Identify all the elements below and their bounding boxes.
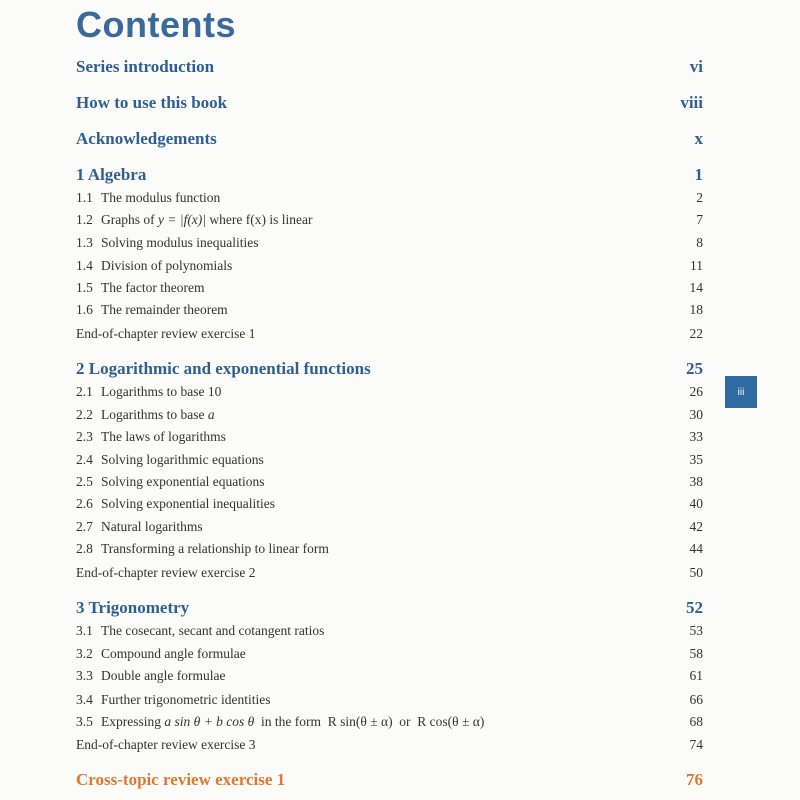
section-title: Solving exponential inequalities — [101, 496, 275, 511]
section-title: The modulus function — [101, 190, 221, 205]
section-number: 1.6 — [76, 302, 93, 317]
chapter-title: 1 Algebra — [76, 165, 147, 184]
toc-section-1-2[interactable] — [76, 212, 703, 228]
toc-entry-page: x — [694, 129, 703, 148]
review-label: End-of-chapter review exercise 2 — [76, 565, 256, 580]
section-title-math: a sin θ + b cos θ — [164, 714, 255, 729]
toc-section-3-5[interactable] — [76, 714, 703, 730]
section-page: 44 — [689, 541, 703, 556]
page-number-tab: iii — [725, 376, 757, 408]
toc-review-2[interactable] — [76, 565, 703, 581]
section-number: 1.4 — [76, 258, 93, 273]
section-title-post: in the form R sin(θ ± α) or R cos(θ ± α) — [254, 714, 485, 729]
section-title-math: y = |f(x)| — [158, 212, 207, 227]
section-number: 1.2 — [76, 212, 93, 227]
section-page: 40 — [689, 496, 703, 511]
toc-section-1-5[interactable] — [76, 280, 703, 296]
section-title: Logarithms to base 10 — [101, 384, 222, 399]
review-label: End-of-chapter review exercise 1 — [76, 326, 256, 341]
chapter-page: 1 — [694, 165, 703, 184]
section-page: 38 — [689, 474, 703, 489]
section-title: The factor theorem — [101, 280, 205, 295]
section-page: 66 — [689, 692, 703, 707]
toc-section-1-3[interactable] — [76, 235, 703, 251]
toc-section-1-6[interactable] — [76, 302, 703, 318]
toc-section-2-7[interactable] — [76, 519, 703, 535]
section-title: The laws of logarithms — [101, 429, 226, 444]
section-title: The cosecant, secant and cotangent ratios — [101, 623, 325, 638]
toc-entry-label: How to use this book — [76, 93, 228, 112]
section-title: Solving modulus inequalities — [101, 235, 259, 250]
toc-section-2-8[interactable] — [76, 541, 703, 557]
section-page: 42 — [689, 519, 703, 534]
section-title-math: a — [207, 407, 215, 422]
section-title-pre: Expressing — [101, 714, 165, 729]
section-title: Further trigonometric identities — [101, 692, 271, 707]
section-number: 2.8 — [76, 541, 93, 556]
toc-section-2-4[interactable] — [76, 452, 703, 468]
section-title: Solving exponential equations — [101, 474, 265, 489]
section-page: 18 — [689, 302, 703, 317]
section-number: 3.3 — [76, 668, 93, 683]
section-title: Compound angle formulae — [101, 646, 246, 661]
toc-section-2-2[interactable] — [76, 407, 703, 423]
section-page: 14 — [689, 280, 703, 295]
toc-section-3-4[interactable] — [76, 692, 703, 708]
section-title: Natural logarithms — [101, 519, 203, 534]
toc-section-3-1[interactable] — [76, 623, 703, 639]
toc-entry-page: vi — [689, 57, 703, 76]
chapter-title: 2 Logarithmic and exponential functions — [76, 359, 371, 378]
section-number: 2.4 — [76, 452, 93, 467]
section-title: The remainder theorem — [101, 302, 228, 317]
toc-review-3[interactable] — [76, 737, 703, 753]
section-title: Transforming a relationship to linear form — [101, 541, 329, 556]
toc-entry-series-introduction[interactable] — [76, 57, 703, 77]
review-page: 22 — [689, 326, 703, 341]
toc-entry-label: Series introduction — [76, 57, 215, 76]
section-page: 35 — [689, 452, 703, 467]
chapter-page: 25 — [686, 359, 703, 378]
section-number: 1.1 — [76, 190, 93, 205]
cross-topic-page: 76 — [686, 770, 703, 789]
review-label: End-of-chapter review exercise 3 — [76, 737, 256, 752]
section-page: 11 — [690, 258, 703, 273]
toc-entry-label: Acknowledgements — [76, 129, 217, 148]
section-page: 26 — [689, 384, 703, 399]
section-number: 2.7 — [76, 519, 93, 534]
section-number: 1.3 — [76, 235, 93, 250]
section-number: 2.6 — [76, 496, 93, 511]
review-page: 50 — [689, 565, 703, 580]
toc-entry-how-to-use[interactable] — [76, 93, 703, 113]
section-number: 2.3 — [76, 429, 93, 444]
section-number: 3.2 — [76, 646, 93, 661]
chapter-page: 52 — [686, 598, 703, 617]
section-page: 33 — [689, 429, 703, 444]
section-number: 2.5 — [76, 474, 93, 489]
section-page: 61 — [689, 668, 703, 683]
section-page: 30 — [689, 407, 703, 422]
section-number: 3.1 — [76, 623, 93, 638]
chapter-heading-1[interactable] — [76, 165, 703, 185]
section-title-post: where f(x) is linear — [206, 212, 313, 227]
toc-section-2-3[interactable] — [76, 429, 703, 445]
toc-section-2-5[interactable] — [76, 474, 703, 490]
toc-section-1-1[interactable] — [76, 190, 703, 206]
section-number: 2.2 — [76, 407, 93, 422]
toc-review-1[interactable] — [76, 326, 703, 342]
page-title: Contents — [76, 4, 236, 45]
review-page: 74 — [689, 737, 703, 752]
section-title-pre: Graphs of — [101, 212, 158, 227]
chapter-title: 3 Trigonometry — [76, 598, 190, 617]
toc-cross-topic-review-1[interactable] — [76, 770, 703, 790]
toc-section-3-3[interactable] — [76, 668, 703, 684]
toc-section-1-4[interactable] — [76, 258, 703, 274]
toc-entry-acknowledgements[interactable] — [76, 129, 703, 149]
chapter-heading-3[interactable] — [76, 598, 703, 618]
section-title: Double angle formulae — [101, 668, 226, 683]
section-page: 2 — [696, 190, 703, 205]
section-page: 53 — [689, 623, 703, 638]
section-page: 7 — [696, 212, 703, 227]
cross-topic-label: Cross-topic review exercise 1 — [76, 770, 286, 789]
section-number: 3.4 — [76, 692, 93, 707]
chapter-heading-2[interactable] — [76, 359, 703, 379]
section-page: 58 — [689, 646, 703, 661]
section-title: Solving logarithmic equations — [101, 452, 264, 467]
section-title-pre: Logarithms to base — [101, 407, 208, 422]
section-title: Division of polynomials — [101, 258, 233, 273]
toc-entry-page: viii — [680, 93, 703, 112]
section-page: 68 — [689, 714, 703, 729]
toc-section-3-2[interactable] — [76, 646, 703, 662]
toc-section-2-6[interactable] — [76, 496, 703, 512]
section-page: 8 — [696, 235, 703, 250]
section-number: 3.5 — [76, 714, 93, 729]
section-number: 2.1 — [76, 384, 93, 399]
toc-section-2-1[interactable] — [76, 384, 703, 400]
section-number: 1.5 — [76, 280, 93, 295]
